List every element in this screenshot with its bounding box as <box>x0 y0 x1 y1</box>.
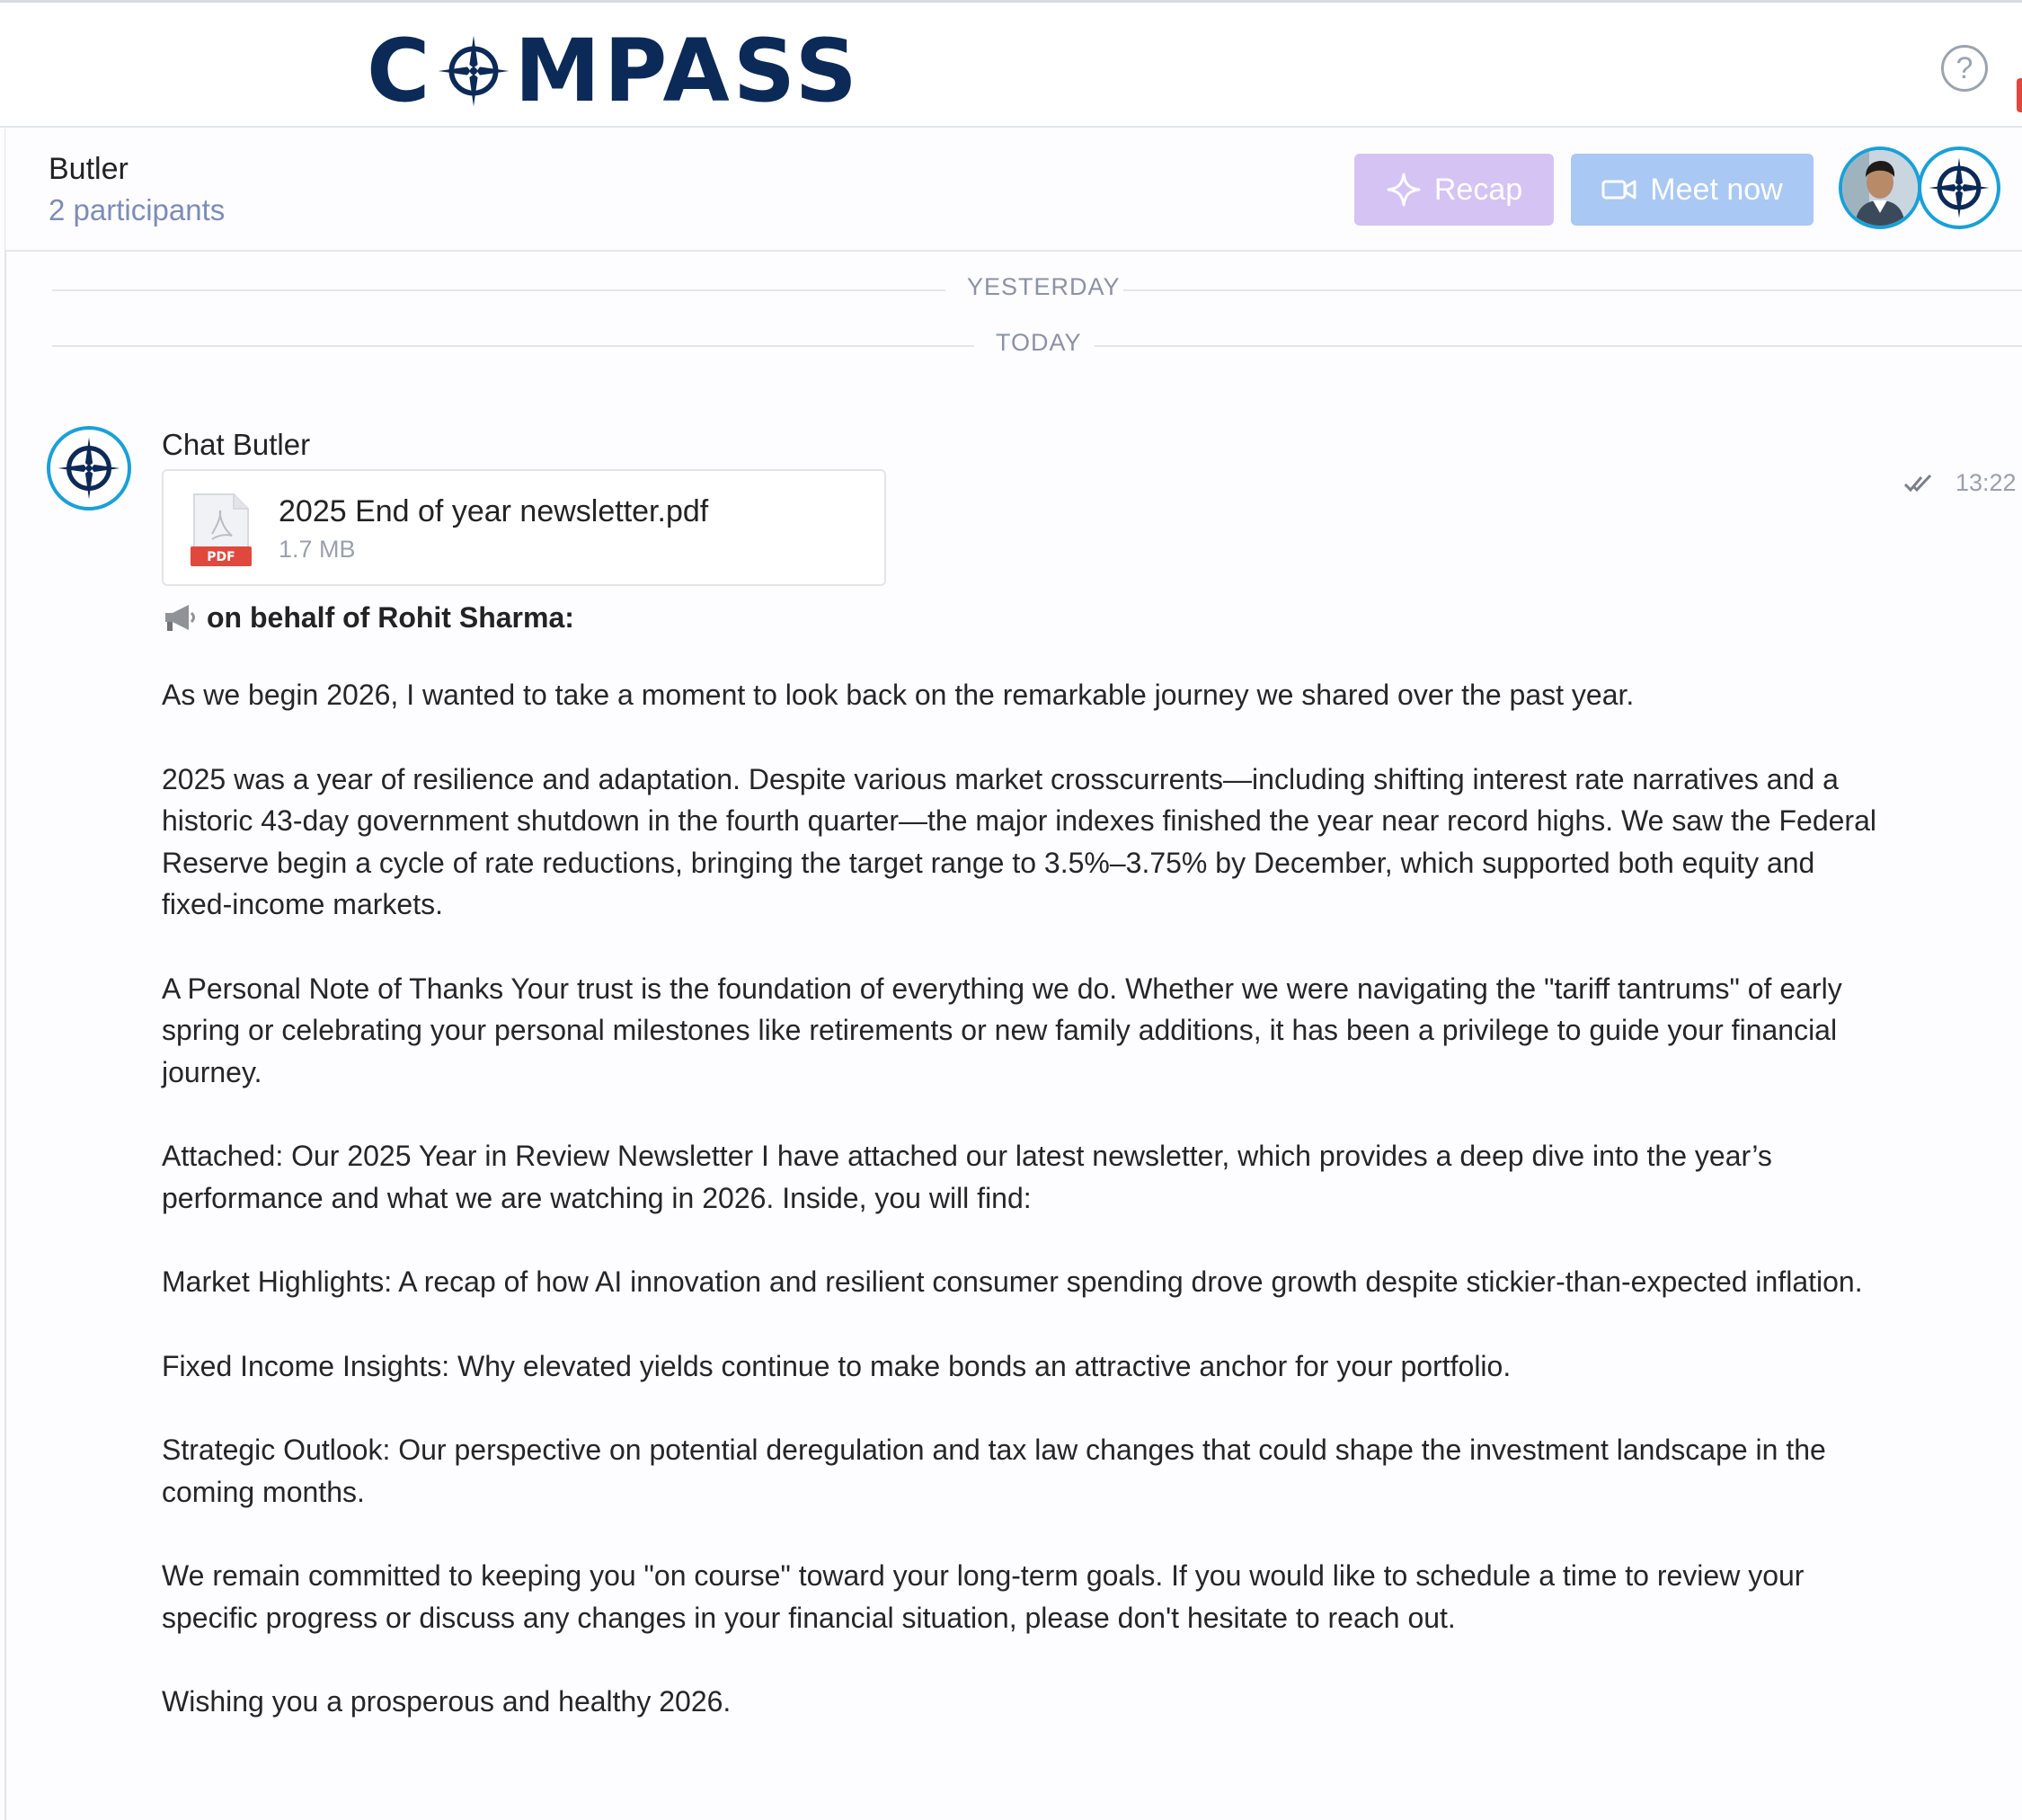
double-check-icon <box>1903 473 1936 494</box>
compass-rose-icon <box>50 430 128 507</box>
brand-bar <box>0 0 2022 128</box>
participant-avatars[interactable] <box>1839 146 2006 233</box>
message-paragraph: A Personal Note of Thanks Your trust is the foundation of everything we do. Whether we were navigating the "tariff tantrums" of early spring or celebrating your personal milestones like retirements or new family additions, it has been a privilege to guide your financial journey. <box>162 972 1842 1088</box>
message-paragraph: We remain committed to keeping you "on course" toward your long-term goals. If you would like to schedule a time to review your specific progress or discuss any changes in your financial situation, please don't hesitate to reach out. <box>162 1559 1805 1634</box>
logo-text-end: MPASS <box>514 21 861 121</box>
message-status <box>1903 469 2017 497</box>
sender-avatar[interactable] <box>47 426 131 510</box>
separator-label: TODAY <box>996 329 1082 356</box>
pdf-badge-label: PDF <box>207 550 235 564</box>
message-paragraph: 2025 was a year of resilience and adaptation. Despite various market crosscurrents—including shifting interest rate narratives and a historic 43-day government shutdown in the fourth quarter—the major indexes finished the year near record highs. We saw the Federal Reserve begin a cycle of rate reductions, bringing the target range to 3.5%–3.75% by December, which supported both equity and fixed-income markets. <box>162 762 1876 920</box>
separator-label: YESTERDAY <box>967 273 1121 300</box>
sparkle-icon <box>1386 172 1422 208</box>
video-camera-icon <box>1601 176 1637 203</box>
recap-button[interactable] <box>1354 154 1554 226</box>
message-paragraph: As we begin 2026, I wanted to take a moment to look back on the remarkable journey we shared over the past year. <box>162 679 1635 711</box>
compass-rose-icon <box>1921 150 1997 226</box>
avatar[interactable] <box>1839 146 1921 229</box>
sender-name: Chat Butler <box>162 428 311 461</box>
megaphone-icon <box>162 602 198 633</box>
message-paragraph: Fixed Income Insights: Why elevated yields continue to make bonds an attractive anchor for your portfolio. <box>162 1349 1512 1382</box>
logo-text-start: C <box>367 21 434 121</box>
compass-logo <box>367 21 861 121</box>
chat-header <box>5 129 2022 252</box>
on-behalf-text: on behalf of Rohit Sharma: <box>207 600 574 634</box>
message-time: 13:22 <box>1955 469 2017 496</box>
message-paragraph: Wishing you a prosperous and healthy 2026. <box>162 1685 732 1718</box>
user-photo-icon <box>1842 150 1918 226</box>
message-paragraph: Strategic Outlook: Our perspective on potential deregulation and tax law changes that could shape the investment landscape in the coming months. <box>162 1434 1826 1508</box>
pdf-file-icon <box>191 493 252 568</box>
meet-now-button[interactable] <box>1571 154 1814 226</box>
message-paragraph: Attached: Our 2025 Year in Review Newsletter I have attached our latest newsletter, which provides a deep dive into the year’s performance and what we are watching in 2026. Inside, you will find: <box>162 1140 1772 1214</box>
day-separator-yesterday <box>52 271 2022 307</box>
help-icon[interactable]: ? <box>1941 45 1988 92</box>
chat-title: Butler <box>49 152 129 186</box>
recap-label: Recap <box>1433 172 1523 207</box>
file-size: 1.7 MB <box>279 536 356 563</box>
file-attachment[interactable] <box>162 469 886 586</box>
panel-divider <box>4 129 6 1820</box>
message-paragraph: Market Highlights: A recap of how AI innovation and resilient consumer spending drove growth despite stickier-than-expected inflation. <box>162 1265 1863 1298</box>
compass-rose-icon <box>437 34 510 108</box>
file-name[interactable]: 2025 End of year newsletter.pdf <box>279 494 709 528</box>
meet-now-label: Meet now <box>1650 172 1783 207</box>
on-behalf-line <box>162 599 574 635</box>
bot-avatar[interactable] <box>1918 146 2000 229</box>
participants-link[interactable]: 2 participants <box>49 193 226 226</box>
day-separator-today <box>52 327 2022 363</box>
message-body <box>162 674 1887 1765</box>
notification-tab[interactable] <box>2017 78 2022 112</box>
